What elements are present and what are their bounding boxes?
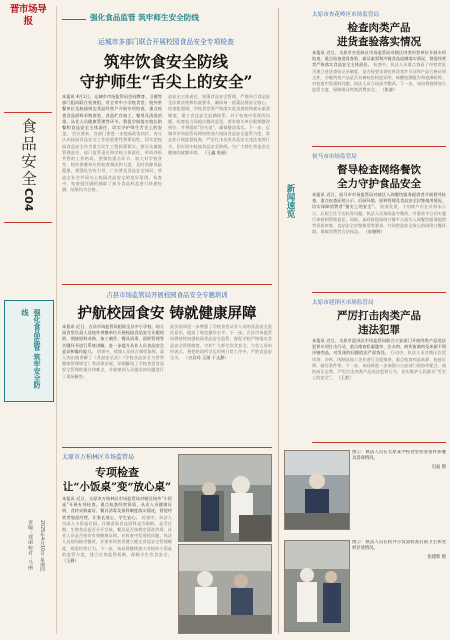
main-headline-1: 筑牢饮食安全防线 <box>103 52 228 71</box>
campus-story: 吉县市场监管局开展校园食品安全专题培训 护航校园食安 铸就健康屏障 本报讯 近日，吉县市场监管局组织全县中小学校、幼儿园食堂负责人及校外供餐单位开展校园食品安全专题培训，围绕原料采购、加工制作、餐具消毒、留样管理等关键环节进行系统讲解，进一步提升从业人员食品安全意识和操作能力。 培训中，授课人员结合典型案例，深入浅出地讲解了《食品安全法》《学校食品安全与营养健康管理规定》等法律法规，详细解读了学校食堂食品安全管理的重点和难点，并就参训人员提出的问题进行了现场解答。 此次培训进一步增强了学校食堂从业人员的食品安全责任意识，提高了规范操作水平。下一步，吉县市场监管局将持续加强校园食品安全监管，督促学校严格落实食品安全管理制度，守护广大师生饮食安全。与会人员纷纷表示，将把培训所学运用到日常工作中，严把食品安全关。 （吉县局 王丽 于文静） <box>62 291 272 379</box>
page-label: C04 <box>22 188 35 212</box>
slogan-text: 强化食品监管 筑牢师生安全防线 <box>90 13 199 22</box>
right-mid-body: 本报讯 近日，侯马市市场监管局对辖区入网餐饮服务提供者开展督导检查，重点检查证照公示、后厨环境、原料管理及食品安全封签使用情况，切实保障消费者“指尖上的安全”。 <box>312 192 446 210</box>
masthead-logo: 晋市场导报 <box>9 4 47 27</box>
right-top-body: 本报讯 近日，太原市杏花岭区市场监管局对辖区肉类经营单位开展专项检查，重点检查进货查验、索证索票和冷链食品追溯落实情况，督促经营者严格落实食品安全主体责任。 <box>312 50 446 68</box>
bottom-body: 本报讯 近日，太原市万柏林区市场监管局对辖区校外“小饭桌”开展专项检查，重点检查经营资质、从业人员健康证明、食材采购索证、餐具消毒及留样制度落实情况，督促经营者规范经营，让家长放心、学生安心。 <box>62 496 172 520</box>
side-feature-text: 强化食品监管 筑牢安全防线 <box>21 309 41 389</box>
kitchen-photo-1 <box>178 454 272 542</box>
caption-2-credit: 张建辉 摄 <box>427 554 446 560</box>
main-kicker: 运城市多部门联合开展校园食品安全专项检查 <box>98 38 234 46</box>
right-top-org: 太原市杏花岭区市场监管局 <box>312 12 380 18</box>
campus-kicker: 吉县市场监管局开展校园食品安全专题培训 <box>106 291 228 299</box>
right-low-headline-2: 违法犯罪 <box>358 324 400 336</box>
right-mid-headline-2: 全力守护食品安全 <box>337 178 421 190</box>
campus-headline: 护航校园食安 铸就健康屏障 <box>77 305 257 322</box>
inspection-photo-1 <box>284 450 350 530</box>
masthead-column <box>0 0 56 640</box>
caption-1-credit: 启晶 摄 <box>431 464 446 470</box>
kitchen-photo-2 <box>178 544 272 634</box>
bottom-org: 太原市万柏林区市场监管局 <box>62 454 135 461</box>
bottom-author: （王静） <box>62 558 79 564</box>
right-top-author: （张涛） <box>380 87 398 93</box>
caption-1: 图①：执法人员在太原某学校食堂检查留样和餐具消毒情况。 <box>352 450 446 462</box>
right-mid-headline-1: 督导检查网络餐饮 <box>337 164 421 176</box>
right-top-headline-1: 检查肉类产品 <box>347 22 411 34</box>
bottom-headline-2: 让“小饭桌”变“放心桌” <box>62 481 172 493</box>
bottom-story: 太原市万柏林区市场监管局 专项检查 让“小饭桌”变“放心桌” 本报讯 近日，太原市万柏林区市场监管局对辖区校外“小饭桌”开展专项检查，重点检查经营资质、从业人员健康证明、食材采购索证、餐具消毒及留样制度落实情况，督促经营者规范经营，让家长放心、学生安心。 检查中，执法人员深入小饭桌后厨，仔细查看食品原料是否新鲜、是否过期，生熟食品是否分开存放，餐具是否按规定清洗消毒，从业人员是否持有有效健康证明。对检查中发现的问题，执法人员现场指导整改，并要求经营者建立健全食品安全管理制度，规范经营行为。下一步，该局将继续加大对校外小饭桌的监管力度，建立长效监管机制，保障学生饮食安全。 （王静） <box>62 452 272 634</box>
campus-author: （吉县局 王丽 于文静） <box>183 355 229 361</box>
right-low-org: 太原市迎泽区市场监管局 <box>312 300 374 306</box>
right-low-author: （王宏） <box>336 375 354 381</box>
right-top-headline-2: 进货查验落实情况 <box>337 36 421 48</box>
slogan-bar <box>62 12 272 26</box>
right-mid-story: 侯马市市场监管局 督导检查网络餐饮 全力守护食品安全 本报讯 近日，侯马市市场监管局对辖区入网餐饮服务提供者开展督导检查，重点检查证照公示、后厨环境、原料管理及食品安全封签使用情况，切实保障消费者“指尖上的安全”。 检查发现，个别商户存在证照未公示、后厨卫生不达标等问题，执法人员现场责令整改，并要求平台切实履行审核和管理责任。同时，该局督促网络订餐平台落实入网餐饮服务提供者资质审查、食品安全封签使用等要求，共同营造安全放心的网络订餐环境，保障消费者合法权益。 （宋晓明） <box>312 154 446 235</box>
right-low-headline-1: 严厉打击肉类产品 <box>337 310 421 322</box>
section-name: 食品安全 <box>19 118 37 188</box>
main-author: （王鑫 张丽） <box>202 149 230 155</box>
inspection-photo-2 <box>284 540 350 632</box>
campus-body: 本报讯 近日，吉县市场监管局组织全县中小学校、幼儿园食堂负责人及校外供餐单位开展校园食品安全专题培训，围绕原料采购、加工制作、餐具消毒、留样管理等关键环节进行系统讲解，进一步提升从业人员食品安全意识和操作能力。 <box>62 324 164 354</box>
right-low-story: 太原市迎泽区市场监管局 严厉打击肉类产品 违法犯罪 本报讯 近日，太原市迎泽区市场监管局联合公安部门开展肉类产品违法犯罪专项打击行动，重点排查私屠滥宰、注水肉、病死畜禽肉及来源不明冷链肉品，对发现的问题依法严肃查处。 行动中，执法人员对辖区农贸市场、冷库、肉制品加工企业进行全面排查，重点检查肉品来源、检疫证明、储存条件等。下一步，该局将进一步加强与公安部门的协作配合，保持高压态势，严厉打击肉类产品违法犯罪行为，切实维护人民群众“舌尖上的安全”。 （王宏） <box>312 300 446 381</box>
editor-line: 责编：郑丽 校对：马丽 <box>27 520 32 570</box>
main-body: 本报讯 4月2日，运城市市场监管局会同教育、卫健等部门组成联合检查组，对全市中小学校食堂、校外供餐单位及校园周边食品经营户开展专项检查，重点检查食品原料采购查验、食品贮存加工、餐用具清洗消毒、从业人员健康管理等环节，督促学校落实校长陪餐和食品安全主体责任，切实守护师生舌尖上的安全。 <box>62 94 162 137</box>
right-top-story: 太原市杏花岭区市场监管局 检查肉类产品 进货查验落实情况 本报讯 近日，太原市杏花岭区市场监管局对辖区肉类经营单位开展专项检查，重点检查进货查验、索证索票和冷链食品追溯落实情况，督促经营者严格落实食品安全主体责任。 检查中，执法人员重点查看了经营者是否建立进货查验记录制度，是否按要求查验供货者许可证和产品合格证明文件，冷链肉类产品是否具备检验检疫证明、核酸检测报告和追溯码等。对检查中发现的问题，执法人员当场责令整改。下一步，该局将持续加大监管力度，保障群众肉类消费安全。 （张涛） <box>312 12 446 93</box>
date-line: 2025年4月10日 星期四 <box>39 520 44 572</box>
right-mid-author: （宋晓明） <box>363 229 385 235</box>
right-mid-org: 侯马市市场监管局 <box>312 154 357 160</box>
new-media-tag: 新闻速览 <box>285 184 295 218</box>
right-low-body: 本报讯 近日，太原市迎泽区市场监管局联合公安部门开展肉类产品违法犯罪专项打击行动，重点排查私屠滥宰、注水肉、病死畜禽肉及来源不明冷链肉品，对发现的问题依法严肃查处。 <box>312 338 446 356</box>
main-story: 运城市多部门联合开展校园食品安全专项检查 筑牢饮食安全防线 守护师生“舌尖上的安全” 本报讯 4月2日，运城市市场监管局会同教育、卫健等部门组成联合检查组，对全市中小学校食堂、校外供餐单位及校园周边食品经营户开展专项检查，重点检查食品原料采购查验、食品贮存加工、餐用具清洗消毒、从业人员健康管理等环节，督促学校落实校长陪餐和食品安全主体责任，切实守护师生舌尖上的安全。 会议要求，各部门要进一步提高政治站位，充分认识校园食品安全工作的重要性和紧迫性，切实把校园食品安全作为重大民生工程抓紧抓实。要压实属地管理责任、部门监管责任和学校主体责任，形成齐抓共管的工作格局。要聚焦重点环节，加大对学校食堂、校外供餐单位的检查频次和力度，及时消除风险隐患。要强化宣传引导，广泛普及食品安全知识，营造全社会共同关心校园食品安全的良好氛围。检查中，检查组还随机抽取了部分食品样品进行快速检测，结果均为合格。 品安全主体责任，加强食品安全管理，严格执行食品安全法律法规和标准要求，确保每一道菜品都安全放心。检查组强调，学校食堂要严格落实进货查验和索证索票制度，建立食品安全追溯体系。对于检查中发现的问题，检查组当场提出整改意见，要求相关单位限期整改到位，并将组织“回头看”，确保整改落实。下一步，运城市市场监管局将持续加大校园食品安全监管力度，常态化开展监督检查，严厉打击各类食品安全违法违规行为，切实筑牢校园食品安全防线，为广大师生营造安全健康的就餐环境。 （王鑫 张丽） <box>62 38 270 193</box>
main-headline-2: 守护师生“舌尖上的安全” <box>79 72 253 91</box>
caption-2: 图②：执法人员在校外小饭桌检查后厨卫生和食材存放情况。 <box>352 540 446 552</box>
side-feature-box <box>4 300 54 402</box>
bottom-headline-1: 专项检查 <box>95 466 139 479</box>
